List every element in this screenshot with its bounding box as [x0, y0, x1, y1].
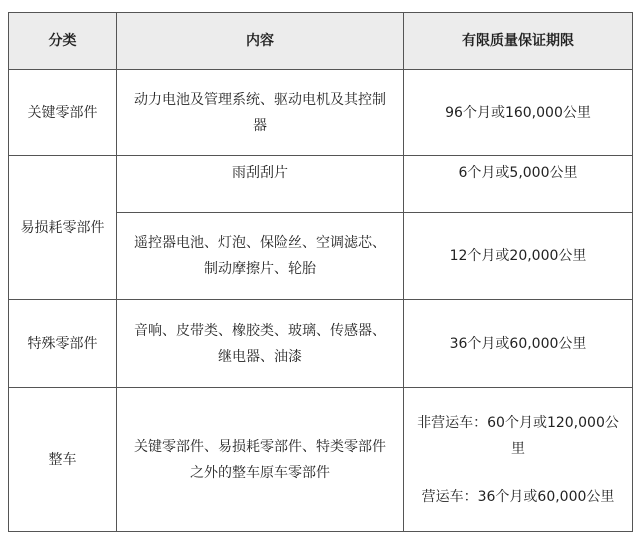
cell-content: 雨刮刮片 [117, 156, 404, 213]
header-warranty: 有限质量保证期限 [404, 13, 633, 70]
header-content: 内容 [117, 13, 404, 70]
header-category: 分类 [9, 13, 117, 70]
table-header-row [9, 13, 633, 70]
table-row [9, 70, 633, 156]
cell-warranty [404, 388, 633, 532]
cell-category: 特殊零部件 [9, 300, 117, 388]
cell-content: 关键零部件、易损耗零部件、特类零部件之外的整车原车零部件 [117, 388, 404, 532]
cell-content: 遥控器电池、灯泡、保险丝、空调滤芯、制动摩擦片、轮胎 [117, 213, 404, 300]
cell-category: 整车 [9, 388, 117, 532]
cell-warranty: 6个月或5,000公里 [404, 156, 633, 213]
spacer [412, 462, 624, 484]
cell-warranty: 12个月或20,000公里 [404, 213, 633, 300]
table-row [9, 300, 633, 388]
cell-warranty: 36个月或60,000公里 [404, 300, 633, 388]
cell-category: 易损耗零部件 [9, 156, 117, 300]
table-row [9, 388, 633, 532]
cell-category: 关键零部件 [9, 70, 117, 156]
cell-warranty: 96个月或160,000公里 [404, 70, 633, 156]
cell-content: 动力电池及管理系统、驱动电机及其控制器 [117, 70, 404, 156]
warranty-non-commercial: 非营运车：60个月或120,000公里 [417, 414, 619, 457]
warranty-commercial: 营运车：36个月或60,000公里 [421, 488, 615, 505]
table-row [9, 156, 633, 213]
cell-content: 音响、皮带类、橡胶类、玻璃、传感器、继电器、油漆 [117, 300, 404, 388]
warranty-table [8, 12, 633, 532]
